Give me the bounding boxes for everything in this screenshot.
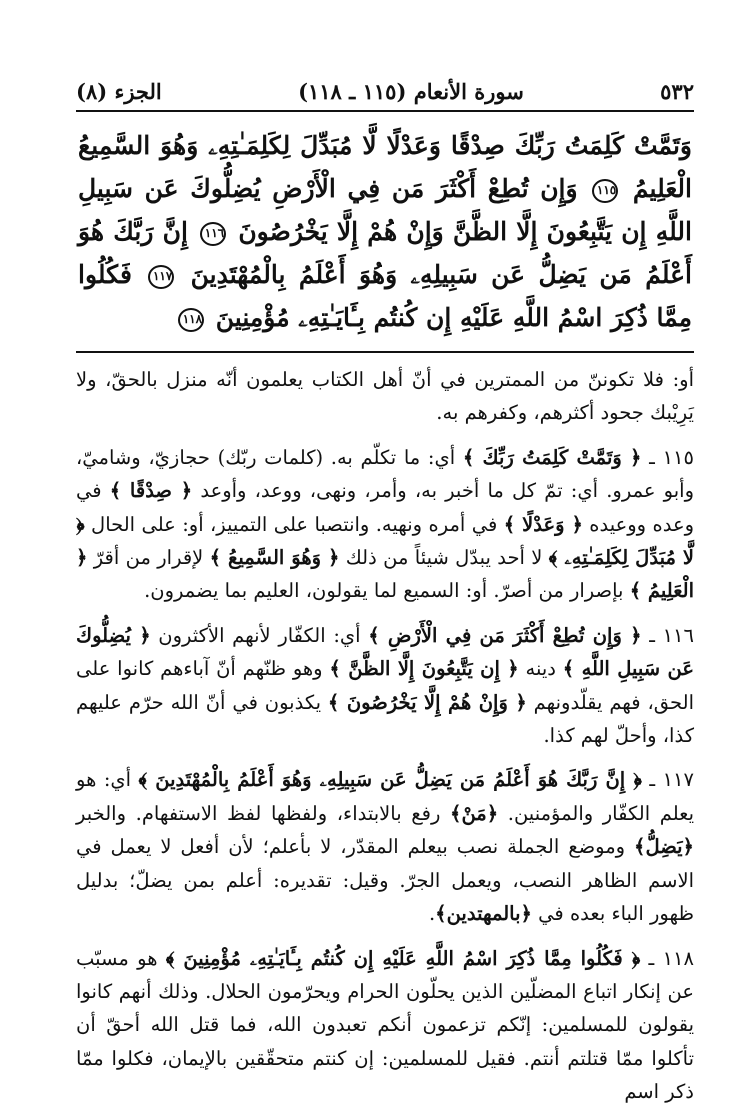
quran-quote: ﴿ فَكُلُوا مِمَّا ذُكِرَ اسْمُ اللَّهِ عَلَيْهِ إِن كُنتُم بِـَٔايَـٰتِهِۦ مُؤْمِنِينَ ﴾: [165, 946, 641, 970]
commentary-text: وموضع الجملة نصب بيعلم المقدّر، لا بأعلم؛ لأن أفعل لا يعمل في الاسم الظاهر النصب، ويعمل الجرّ. وقيل: تقديره: أعلم بمن يضلّ؛ بدليل ظهور الباء بعده في: [76, 835, 694, 926]
commentary-text: أي: الكفّار لأنهم الأكثرون: [150, 623, 369, 647]
quran-quote: ﴿ يُضِلُّوكَ عَن سَبِيلِ اللَّهِ ﴾: [76, 623, 694, 681]
commentary-text: لإقرار من أقرّ: [87, 546, 210, 570]
quran-quote: ﴿مَنْ﴾: [450, 801, 499, 825]
verse-ref-number: ١١٦ ـ: [641, 623, 694, 647]
commentary-text: بإصرار من أصرّ. أو: السميع لما يقولون، العليم بما يضمرون.: [144, 579, 630, 603]
quran-quote: ﴿ إِنَّ رَبَّكَ هُوَ أَعْلَمُ مَن يَضِلُّ عَن سَبِيلِهِۦ وَهُوَ أَعْلَمُ بِالْمُهْتَدِينَ ﴾: [138, 768, 642, 792]
commentary-paragraph: [76, 363, 694, 430]
quran-quote: ﴿ وَإِنْ هُمْ إِلَّا يَخْرُصُونَ ﴾: [327, 690, 527, 714]
commentary-text: أي: هو يعلم الكفّار والمؤمنين.: [76, 768, 694, 825]
quran-quote: ﴿ وَإِن تُطِعْ أَكْثَرَ مَن فِي الْأَرْضِ ﴾: [368, 623, 642, 647]
commentary-text: لا أحد يبدّل شيئاً من ذلك: [339, 546, 549, 570]
quran-verses: [76, 112, 694, 353]
verse-text: وَتَمَّتْ كَلِمَتُ رَبِّكَ صِدْقًا وَعَدْلًا لَّا مُبَدِّلَ لِكَلِمَـٰتِهِۦ وَهُوَ السَّمِيعُ الْعَلِيمُ: [78, 131, 692, 203]
commentary-text: أي: ما تكلّم به. (كلمات ربّك) حجازيّ، وشاميّ، وأبو عمرو. أي: تمّ كل ما أخبر به، وأمر، ونهى، ووعد، وأوعد: [76, 445, 694, 503]
verse-ref-number: ١١٨ ـ: [640, 946, 694, 970]
page-number: ٥٣٢: [660, 79, 694, 104]
quran-quote: ﴿ صِدْقًا ﴾: [109, 479, 193, 503]
commentary-text: أو: فلا تكوننّ من الممترين في أنّ أهل الكتاب يعلمون أنّه منزل بالحقّ، ولا يَرِيْبك جحود أكثرهم، وكفرهم به.: [76, 368, 694, 425]
quran-quote: ﴿ وَعَدْلًا ﴾: [503, 512, 583, 536]
commentary-text: هو مسبّب عن إنكار اتباع المضلّين الذين يحلّون الحرام ويحرّمون الحلال. وذلك أنهم كانوا يقولون للمسلمين: إنّكم تزعمون أنكم تعبدون الله، فما قتل الله أحقّ أن تأكلوا ممّا قتلتم أنتم. فقيل للمسلمين: إن كنتم متحقّقين بالإيمان، فكلوا ممّا ذكر اسم: [76, 946, 694, 1104]
commentary-text: وهو ظنّهم أنّ آباءهم كانوا على الحق، فهم يقلّدونهم: [76, 657, 694, 714]
commentary-paragraph: [76, 619, 694, 753]
juz-label: الجزء (٨): [76, 79, 162, 104]
commentary-text: في وعده ووعيده: [76, 479, 694, 536]
quran-quote: ﴿يَضِلُّ﴾: [634, 835, 694, 859]
commentary-paragraph: [76, 942, 694, 1109]
verse-text: إِنَّ رَبَّكَ هُوَ أَعْلَمُ مَن يَضِلُّ عَن سَبِيلِهِۦ وَهُوَ أَعْلَمُ بِالْمُهْتَدِينَ: [78, 217, 692, 289]
verse-number-marker: ١١٨: [178, 308, 204, 332]
surah-title: سورة الأنعام (١١٥ ـ ١١٨): [298, 79, 524, 104]
verse-number-marker: ١١٧: [148, 265, 174, 289]
verse-ref-number: ١١٧ ـ: [641, 768, 694, 792]
commentary-text: يكذبون في أنّ الله حرّم عليهم كذا، وأحلّ لهم كذا.: [76, 690, 694, 748]
commentary-text: دينه: [518, 657, 563, 681]
tafsir-commentary: [76, 363, 694, 1109]
page-header: [76, 64, 694, 112]
quran-quote: ﴿بالمهتدين﴾: [435, 902, 532, 926]
verse-ref-number: ١١٥ ـ: [641, 445, 694, 469]
commentary-paragraph: [76, 441, 694, 608]
quran-quote: ﴿ وَتَمَّتْ كَلِمَتُ رَبِّكَ ﴾: [462, 445, 642, 469]
verse-text: فَكُلُوا مِمَّا ذُكِرَ اسْمُ اللَّهِ عَلَيْهِ إِن كُنتُم بِـَٔايَـٰتِهِۦ مُؤْمِنِينَ: [78, 260, 692, 332]
commentary-paragraph: [76, 763, 694, 930]
quran-quote: ﴿ الْعَلِيمُ ﴾: [76, 546, 694, 603]
quran-quote: ﴿ لَّا مُبَدِّلَ لِكَلِمَـٰتِهِۦ ﴾: [76, 512, 694, 570]
verse-text: وَإِن تُطِعْ أَكْثَرَ مَن فِي الْأَرْضِ يُضِلُّوكَ عَن سَبِيلِ اللَّهِ إِن يَتَّبِعُونَ إِلَّا الظَّنَّ وَإِنْ هُمْ إِلَّا يَخْرُصُونَ: [78, 174, 692, 246]
verse-number-marker: ١١٦: [200, 222, 226, 246]
commentary-text: رفع بالابتداء، ولفظها لفظ الاستفهام. والخبر: [76, 801, 451, 825]
commentary-text: .: [428, 902, 436, 926]
verse-number-marker: ١١٥: [592, 179, 618, 203]
commentary-text: في أمره ونهيه. وانتصبا على التمييز، أو: على الحال: [84, 512, 504, 536]
quran-quote: ﴿ إِن يَتَّبِعُونَ إِلَّا الظَّنَّ ﴾: [329, 657, 519, 681]
quran-quote: ﴿ وَهُوَ السَّمِيعُ ﴾: [209, 546, 340, 570]
